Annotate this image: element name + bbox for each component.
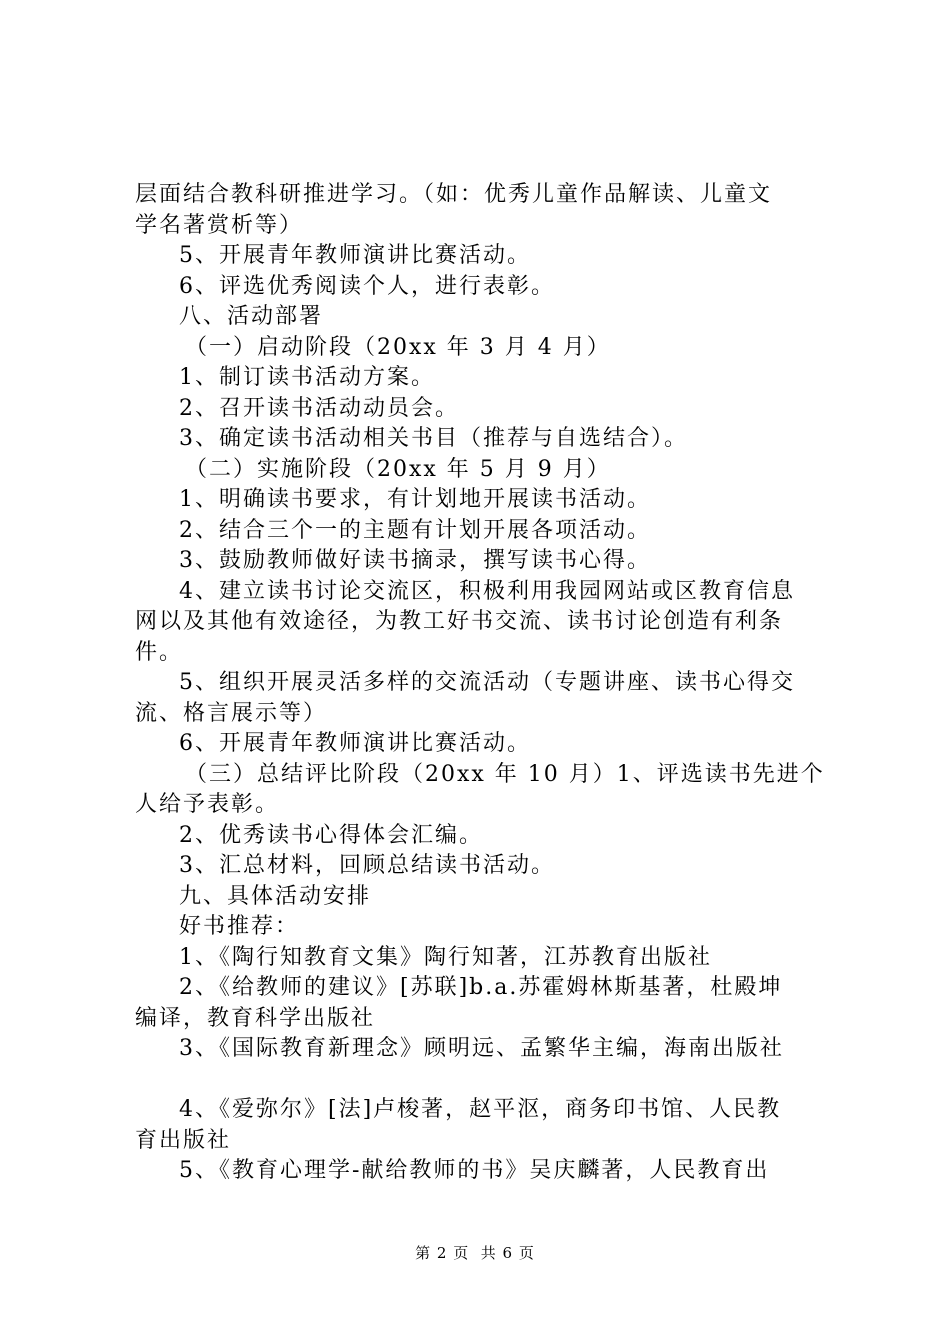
text-line: 层面结合教科研推进学习。（如：优秀儿童作品解读、儿童文	[135, 182, 773, 207]
book-item: 4、《爱弥尔》[法]卢梭著，赵平沤，商务印书馆、人民教	[179, 1097, 782, 1122]
section-heading: 八、活动部署	[179, 304, 324, 329]
text-line: 4、建立读书讨论交流区，积极利用我园网站或区教育信息	[179, 578, 795, 604]
text-line: 2、召开读书活动动员会。	[179, 395, 459, 421]
section-heading: 九、具体活动安排	[179, 883, 372, 909]
text-line: 6、开展青年教师演讲比赛活动。	[179, 731, 531, 756]
subsection-heading: （一）启动阶段（20xx 年 3 月 4 月）	[185, 334, 611, 360]
text-line: 5、组织开展灵活多样的交流活动（专题讲座、读书心得交	[179, 670, 795, 695]
text-line: 件。	[135, 639, 184, 665]
book-item: 5、《教育心理学-献给教师的书》吴庆麟著，人民教育出	[179, 1158, 770, 1183]
text-line: 3、确定读书活动相关书目（推荐与自选结合）。	[179, 426, 688, 451]
text-line: 人给予表彰。	[135, 792, 280, 817]
text-line: 流、格言展示等）	[135, 700, 328, 726]
text-line: 育出版社	[135, 1127, 232, 1153]
subsection-heading: （三）总结评比阶段（20xx 年 10 月）1、评选读书先进个	[185, 761, 825, 787]
text-line: 5、开展青年教师演讲比赛活动。	[179, 243, 531, 268]
text-line: 1、明确读书要求，有计划地开展读书活动。	[179, 487, 651, 512]
text-line: 3、汇总材料，回顾总结读书活动。	[179, 853, 555, 878]
text-line: 6、评选优秀阅读个人，进行表彰。	[179, 273, 555, 299]
subsection-heading: （二）实施阶段（20xx 年 5 月 9 月）	[185, 456, 611, 482]
page-number-footer: 第 2 页 共 6 页	[415, 1244, 535, 1262]
text-line: 好书推荐：	[179, 914, 300, 939]
text-line: 2、优秀读书心得体会汇编。	[179, 822, 483, 848]
text-line: 学名著赏析等）	[135, 212, 304, 238]
text-line: 2、结合三个一的主题有计划开展各项活动。	[179, 517, 651, 543]
text-line: 编译，教育科学出版社	[135, 1005, 376, 1031]
text-line: 1、制订读书活动方案。	[179, 365, 435, 390]
text-line: 网以及其他有效途径，为教工好书交流、读书讨论创造有利条	[135, 609, 784, 634]
document-body	[135, 180, 830, 1187]
book-item: 3、《国际教育新理念》顾明远、孟繁华主编，海南出版社	[179, 1036, 784, 1061]
book-item: 2、《给教师的建议》[苏联]b.a.苏霍姆林斯基著，杜殿坤	[179, 975, 783, 1000]
text-line: 3、鼓励教师做好读书摘录，撰写读书心得。	[179, 548, 651, 573]
blank-line	[135, 1065, 830, 1096]
book-item: 1、《陶行知教育文集》陶行知著，江苏教育出版社	[179, 944, 712, 970]
